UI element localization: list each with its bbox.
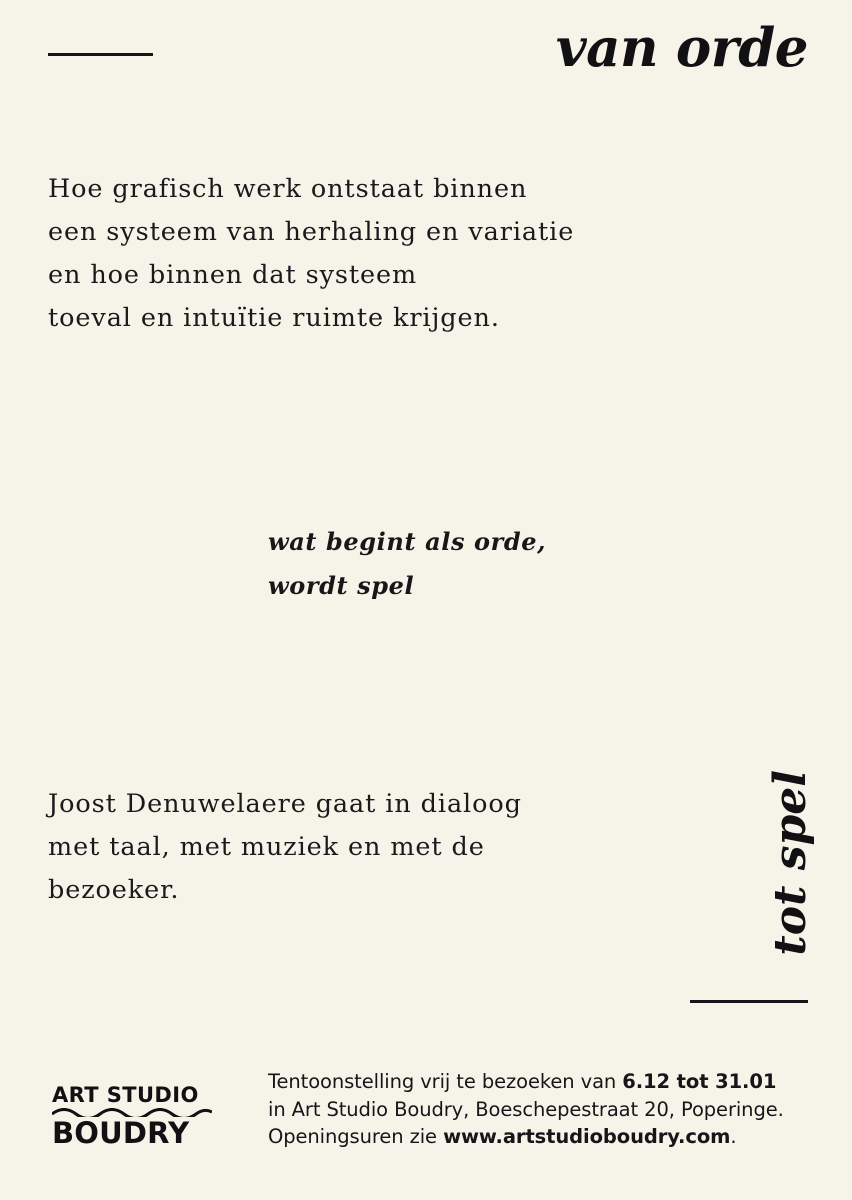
top-rule-divider [48,53,153,56]
footer-line-dates [268,1068,808,1096]
pull-quote-line: wordt spel [268,571,415,600]
intro-line: toeval en intuïtie ruimte krijgen. [48,303,500,333]
page-title: van orde [555,17,808,79]
bottom-rule-divider [690,1000,808,1003]
intro-line: en hoe binnen dat systeem [48,260,418,290]
footer-info [268,1068,808,1151]
footer-line-address: in Art Studio Boudry, Boeschepestraat 20, Poperinge. [268,1097,784,1121]
footer-hours-prefix: Openingsuren zie [268,1125,444,1148]
intro-line: Hoe grafisch werk ontstaat binnen [48,174,528,204]
footer-dates-value: 6.12 tot 31.01 [622,1070,777,1093]
footer-dates-prefix: Tentoonstelling vrij te bezoeken van [268,1070,623,1093]
footer-website-link[interactable]: www.artstudioboudry.com [443,1125,731,1148]
artist-line: bezoeker. [48,875,180,905]
intro-paragraph [48,168,668,340]
footer-hours-suffix: . [730,1125,737,1148]
logo-line-2: BOUDRY [52,1116,190,1150]
footer-line-hours [268,1123,808,1151]
intro-line: een systeem van herhaling en variatie [48,217,575,247]
logo-line-1: ART STUDIO [52,1083,199,1107]
art-studio-boudry-logo [52,1084,212,1148]
pull-quote-line: wat begint als orde, [268,527,547,556]
pull-quote [268,520,546,608]
vertical-title: tot spel [765,770,816,956]
artist-line: met taal, met muziek en met de [48,832,485,862]
artist-paragraph [48,783,668,912]
artist-line: Joost Denuwelaere gaat in dialoog [48,789,522,819]
